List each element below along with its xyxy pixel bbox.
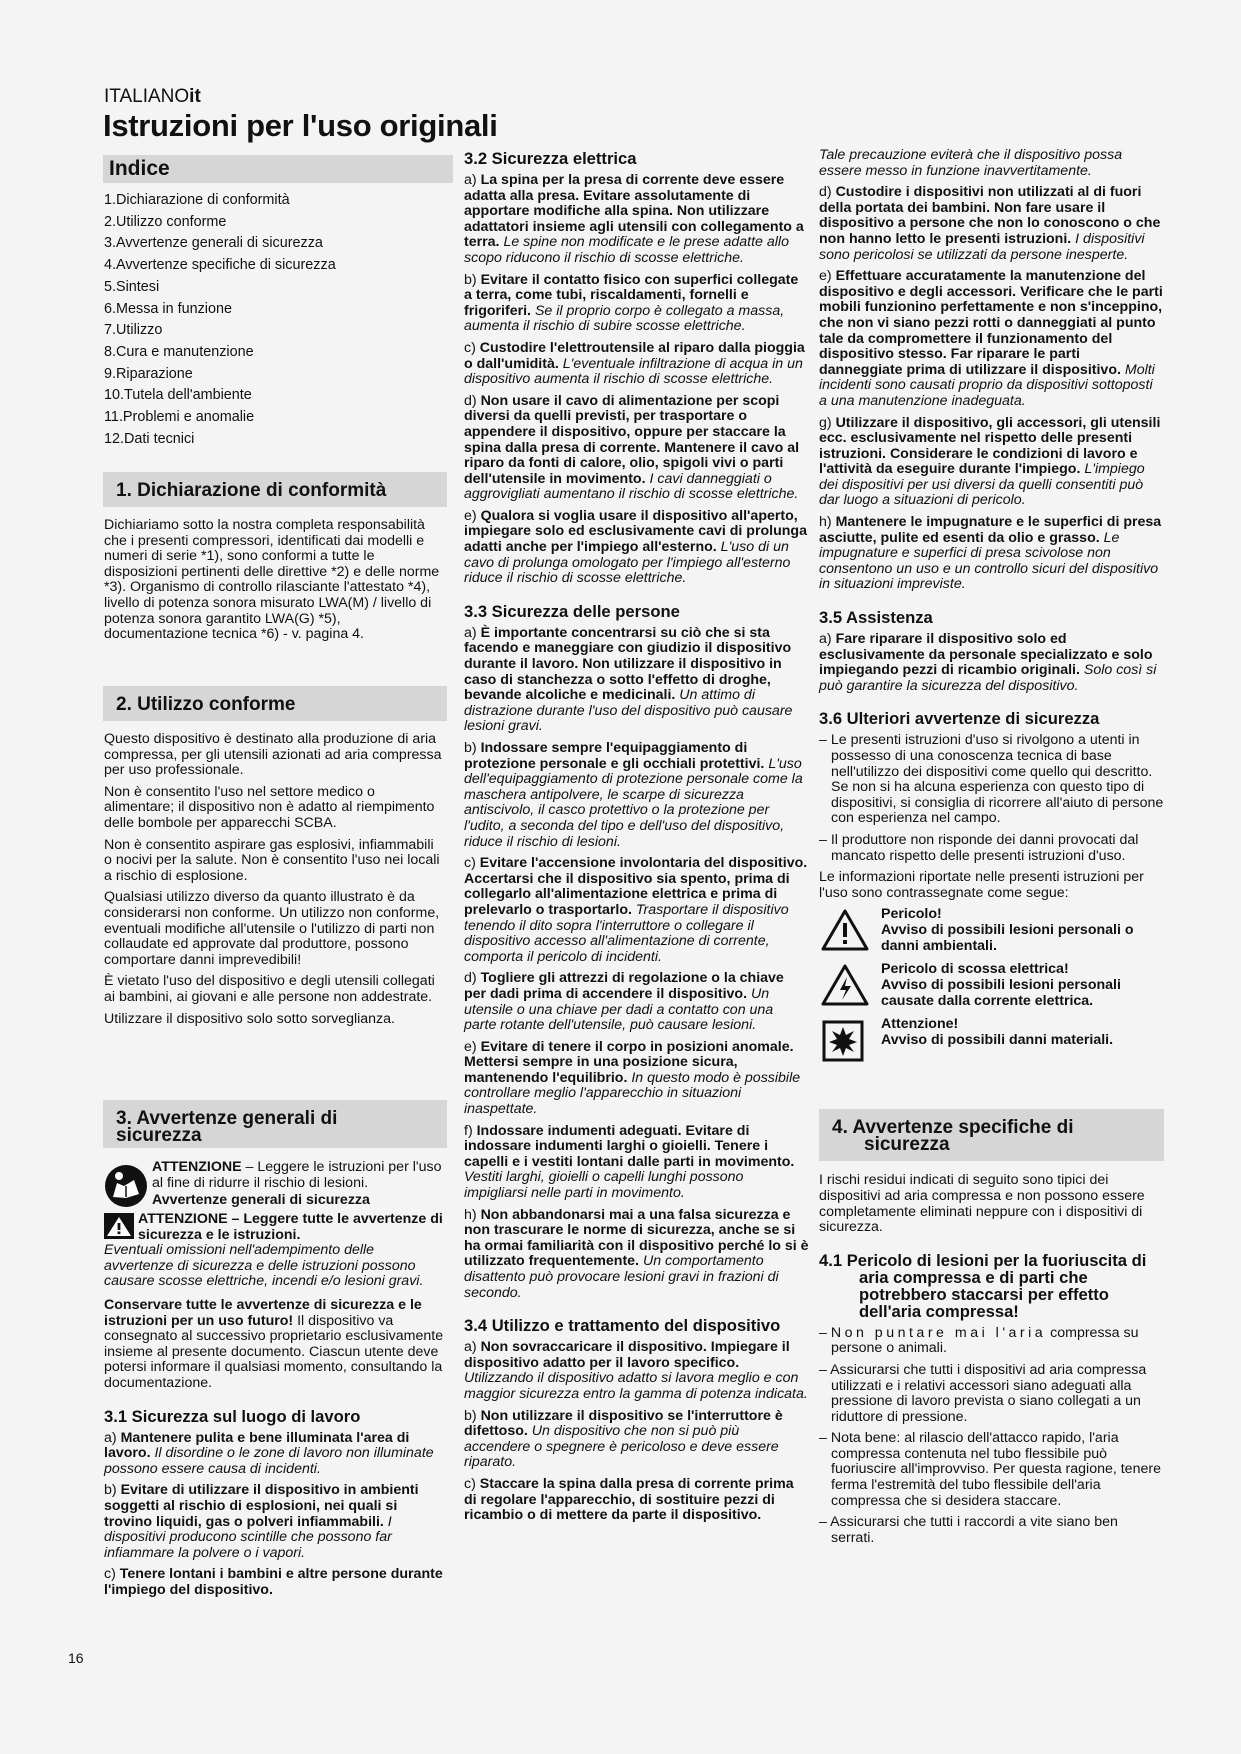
toc-item: 1.Dichiarazione di conformità xyxy=(104,192,290,208)
paragraph: Non è consentito aspirare gas esplosivi, infiammabili o nocivi per la salute. Non è consentito l'uso nei locali a rischio di esplosione. xyxy=(104,836,440,884)
rule-item: e) Effettuare accuratamente la manutenzione del dispositivo e degli accessori. Verificare che le parti mobili funzionino perfettamente e non s'inceppino, che non vi siano pezzi rotti o danneggiati al punto tale da compromettere il funzionamento del dispositivo stesso. Far riparare le parti danneggiate prima di utilizzare il dispositivo. Molti incidenti sono causati proprio da dispositivi sottoposti a una manutenzione inadeguata. xyxy=(819,268,1163,409)
rule-item: h) Mantenere le impugnature e le superfici di presa asciutte, pulite ed esenti da olio e grasso. Le impugnature e superfici di presa scivolose non consentono un uso e un controllo sicuri del dispositivo in situazioni impreviste. xyxy=(819,514,1162,593)
list-item: – Le presenti istruzioni d'uso si rivolgono a utenti in possesso di una conoscenza tecnica di base nell'utilizzo dei dispositivi come quello qui descritto. Se non si ha alcuna esperienza con questo tipo di dispositivi, si consiglia di ricorrere all'aiuto di persone con esperienza nel campo. xyxy=(819,732,1164,827)
section-3-4-heading: 3.4 Utilizzo e trattamento del dispositivo xyxy=(464,1316,781,1336)
attention-label: ATTENZIONE – Leggere tutte le avvertenze di sicurezza e le istruzioni. xyxy=(138,1211,443,1243)
column-2 xyxy=(464,150,809,1524)
attention-text: – Leggere le istruzioni per l'uso al fine di ridurre il rischio di lesioni. xyxy=(152,1159,442,1191)
rule-item: a) È importante concentrarsi su ciò che si sta facendo e maneggiare con giudizio il dispositivo durante il lavoro. Non utilizzare il dispositivo in caso di stanchezza o sotto l'effetto di droghe, bevande alcoliche e medicinali. Un attimo di distrazione durante l'uso del dispositivo può causare lesioni gravi. xyxy=(464,624,793,735)
section-3-5-heading: 3.5 Assistenza xyxy=(819,608,933,628)
attention-label: ATTENZIONE xyxy=(152,1159,242,1175)
rule-item: b) Indossare sempre l'equipaggiamento di protezione personale e gli occhiali protettivi. L'uso dell'equipaggiamento di protezione personale come la maschera antipolvere, le scarpe di sicurezza antiscivolo, il casco protettivo o la protezione per l'udito, a seconda del tipo e dell'uso del dispositivo, riduce il rischio di lesioni. xyxy=(464,740,803,850)
warning-title: Pericolo! xyxy=(881,906,942,923)
read-manual-icon xyxy=(104,1164,148,1208)
warning-text: Avviso di possibili lesioni personali o danni ambientali. xyxy=(881,921,1134,954)
toc-item: 5.Sintesi xyxy=(104,278,160,295)
list-item: – Assicurarsi che tutti i dispositivi ad aria compressa utilizzati e i relativi accessori siano adeguati alla pressione di lavoro prevista o siano collegati a un riduttore di pressione. xyxy=(819,1361,1147,1425)
warning-triangle-icon xyxy=(104,1213,134,1239)
section-1-heading: 1. Dichiarazione di conformità xyxy=(103,472,447,507)
page-number: 16 xyxy=(68,1650,84,1666)
warning-title: Attenzione! xyxy=(881,1016,959,1033)
rule-item: b) Evitare di utilizzare il dispositivo in ambienti soggetti al rischio di esplosioni, nei quali si trovino liquidi, gas o polveri infiammabili. I dispositivi producono scintille che possono far infiammare la polvere o i vapori. xyxy=(104,1482,419,1561)
electric-shock-icon xyxy=(821,964,869,1006)
material-damage-icon xyxy=(821,1019,865,1063)
toc-item: 12.Dati tecnici xyxy=(104,430,195,447)
rule-item: d) Custodire i dispositivi non utilizzati al di fuori della portata dei bambini. Non fare usare il dispositivo a persone che non lo conoscono o che non hanno letto le presenti istruzioni. I dispositivi sono pericolosi se utilizzati da persone inesperte. xyxy=(819,184,1161,263)
column-3 xyxy=(819,148,1164,1552)
section-4-1-heading: 4.1 Pericolo di lesioni per la fuoriuscita di aria compressa e di parti che potrebbero staccarsi per effetto dell'aria compressa! xyxy=(819,1250,1147,1321)
list-item: – Non puntare mai l'aria compressa su persone o animali. xyxy=(819,1324,1139,1357)
section-3-heading: 3. Avvertenze generali di sicurezza xyxy=(103,1100,447,1148)
warning-legend-item xyxy=(819,907,1164,959)
list-item: – Il produttore non risponde dei danni provocati dal mancato rispetto delle presenti istruzioni d'uso. xyxy=(819,831,1139,864)
section-3-6-heading: 3.6 Ulteriori avvertenze di sicurezza xyxy=(819,709,1100,729)
section-3-3-heading: 3.3 Sicurezza delle persone xyxy=(464,601,680,621)
rule-item: b) Non utilizzare il dispositivo se l'interruttore è difettoso. Un dispositivo che non si può più accendere o spegnere è pericoloso e deve essere riparato. xyxy=(464,1407,783,1471)
warning-legend-item xyxy=(819,962,1164,1014)
paragraph: Le informazioni riportate nelle presenti istruzioni per l'uso sono contrassegnate come segue: xyxy=(819,869,1144,901)
attention-block xyxy=(104,1160,444,1210)
toc-item: 11.Problemi e anomalie xyxy=(104,409,255,426)
rule-item: c) Tenere lontani i bambini e altre persone durante l'impiego del dispositivo. xyxy=(104,1566,443,1598)
paragraph: Questo dispositivo è destinato alla produzione di aria compressa, per gli utensili azionati ad aria compressa per uso professionale. xyxy=(104,731,442,779)
keep-instructions-text: Il dispositivo va consegnato al successivo proprietario esclusivamente insieme al presente documento. Ciascun utente deve potersi informare il qualsiasi momento, consultando la documentazione. xyxy=(104,1312,444,1391)
general-safety-heading: Avvertenze generali di sicurezza xyxy=(152,1192,370,1209)
section-3-1-heading: 3.1 Sicurezza sul luogo di lavoro xyxy=(104,1406,361,1426)
toc-item: 9.Riparazione xyxy=(104,365,193,382)
section-2-heading: 2. Utilizzo conforme xyxy=(103,686,447,721)
toc-heading: Indice xyxy=(103,155,453,183)
toc-item: 2.Utilizzo conforme xyxy=(104,213,227,230)
section-1-body xyxy=(104,518,444,649)
toc-item: 8.Cura e manutenzione xyxy=(104,343,254,360)
attention-block xyxy=(104,1212,444,1243)
page-title: Istruzioni per l'uso originali xyxy=(103,108,498,143)
toc-item: 3.Avvertenze generali di sicurezza xyxy=(104,235,323,252)
paragraph: È vietato l'uso del dispositivo e degli utensili collegati ai bambini, ai giovani e alle persone non addestrate. xyxy=(104,973,435,1005)
toc-item: 7.Utilizzo xyxy=(104,322,163,339)
paragraph: I rischi residui indicati di seguito sono tipici dei dispositivi ad aria compressa e non possono essere completamente eliminati neppure con i dispositivi di sicurezza. xyxy=(819,1172,1145,1236)
rule-item: c) Custodire l'elettroutensile al riparo dalla pioggia o dall'umidità. L'eventuale infiltrazione di acqua in un dispositivo aumenta il rischio di scosse elettriche. xyxy=(464,339,805,388)
rule-item: e) Evitare di tenere il corpo in posizioni anomale. Mettersi sempre in una posizione sicura, mantenendo l'equilibrio. In questo modo è possibile controllare meglio l'apparecchio in situazioni inaspettate. xyxy=(464,1038,801,1118)
toc-item: 4.Avvertenze specifiche di sicurezza xyxy=(104,257,336,274)
attention-text: Eventuali omissioni nell'adempimento delle avvertenze di sicurezza e delle istruzioni possono causare scosse elettriche, incendi e/o lesioni gravi. xyxy=(104,1242,424,1290)
toc-item: 6.Messa in funzione xyxy=(104,300,232,317)
keep-instructions-label: Conservare tutte le avvertenze di sicurezza e le istruzioni per un uso futuro! xyxy=(104,1296,422,1329)
list-item: – Nota bene: al rilascio dell'attacco rapido, l'aria compressa contenuta nel tubo flessibile può fuoriuscire all'improvviso. Per questa ragione, tenere ferma l'estremità del tubo flessibile dell'aria compressa che si desidera staccare. xyxy=(819,1430,1161,1509)
paragraph: Dichiariamo sotto la nostra completa responsabilità che i presenti compressori, identificati dai modelli e numeri di serie *1), sono conformi a tutte le disposizioni pertinenti delle direttive *2) e delle norme *3). Organismo di controllo rilasciante l'attestato *4), livello di potenza sonora misurato LWA(M) / livello di potenza sonora garantito LWA(G) *5), documentazione tecnica *6) - v. pagina 4. xyxy=(104,517,440,643)
warning-triangle-icon xyxy=(821,909,869,951)
rule-item: b) Evitare il contatto fisico con superfici collegate a terra, come tubi, riscaldamenti, fornelli e frigoriferi. Se il proprio corpo è collegato a massa, aumenta il rischio di subire scosse elettriche. xyxy=(464,271,799,335)
section-4-heading: 4. Avvertenze specifiche di sicurezza xyxy=(819,1109,1164,1161)
rule-item: e) Qualora si voglia usare il dispositivo all'aperto, impiegare solo ed esclusivamente cavi di prolunga adatti anche per l'impiego all'esterno. L'uso di un cavo di prolunga omologato per l'impiego all'esterno riduce il rischio di scosse elettriche. xyxy=(464,507,807,587)
section-3-2-heading: 3.2 Sicurezza elettrica xyxy=(464,149,637,168)
rule-item-continued: Tale precauzione eviterà che il dispositivo possa essere messo in funzione inavvertitamente. xyxy=(819,147,1123,179)
warning-text: Avviso di possibili lesioni personali causate dalla corrente elettrica. xyxy=(881,976,1121,1009)
warning-legend-item xyxy=(819,1017,1164,1069)
language-label: ITALIANOit xyxy=(104,86,201,107)
section-3-body xyxy=(104,1160,444,1604)
rule-item: f) Indossare indumenti adeguati. Evitare di indossare indumenti larghi o gioielli. Tenere i capelli e i vestiti lontani dalle parti in movimento. Vestiti larghi, gioielli o capelli lunghi possono impigliarsi nelle parti in movimento. xyxy=(464,1122,795,1202)
rule-item: g) Utilizzare il dispositivo, gli accessori, gli utensili ecc. esclusivamente nel rispetto delle presenti istruzioni. Considerare le condizioni di lavoro e l'attività da eseguire durante l'impiego. L'impiego dei dispositivi per usi diversi da quelli consentiti può dar luogo a situazioni di pericolo. xyxy=(819,414,1161,509)
rule-item: a) La spina per la presa di corrente deve essere adatta alla presa. Evitare assolutamente di apportare modifiche alla spina. Non utilizzare adattatori insieme agli utensili con collegamento a terra. Le spine non modificate e le prese adatte allo scopo riducono il rischio di scosse elettriche. xyxy=(464,172,804,266)
rule-item: c) Evitare l'accensione involontaria del dispositivo. Accertarsi che il dispositivo sia spento, prima di collegarlo all'alimentazione elettrica e prima di prelevarlo o trasportarlo. Trasportare il dispositivo tenendo il dito sopra l'interruttore o collegare il dispositivo accesso all'alimentazione di corrente, comporta il pericolo di incidenti. xyxy=(464,855,808,965)
list-item: – Assicurarsi che tutti i raccordi a vite siano ben serrati. xyxy=(819,1514,1118,1546)
rule-item: a) Fare riparare il dispositivo solo ed esclusivamente da personale specializzato e solo impiegando pezzi di ricambio originali. Solo così si può garantire la sicurezza del dispositivo. xyxy=(819,631,1157,694)
rule-item: a) Mantenere pulita e bene illuminata l'area di lavoro. Il disordine o le zone di lavoro non illuminate possono essere causa di incidenti. xyxy=(104,1429,434,1477)
rule-item: a) Non sovraccaricare il dispositivo. Impiegare il dispositivo adatto per il lavoro specifico. Utilizzando il dispositivo adatto si lavora meglio e con maggior sicurezza entro la gamma di potenza indicata. xyxy=(464,1339,808,1402)
rule-item: d) Togliere gli attrezzi di regolazione o la chiave per dadi prima di accendere il dispositivo. Un utensile o una chiave per dadi a contatto con una parte rotante dell'utensile, può causare lesioni. xyxy=(464,970,784,1034)
paragraph: Utilizzare il dispositivo solo sotto sorveglianza. xyxy=(104,1010,395,1027)
warning-title: Pericolo di scossa elettrica! xyxy=(881,961,1069,978)
toc-item: 10.Tutela dell'ambiente xyxy=(104,387,252,404)
warning-text: Avviso di possibili danni materiali. xyxy=(881,1031,1114,1048)
paragraph: Non è consentito l'uso nel settore medico o alimentare; il dispositivo non è adatto al riempimento delle bombole per apparecchi SCBA. xyxy=(104,783,435,831)
section-2-body xyxy=(104,732,444,1033)
paragraph: Qualsiasi utilizzo diverso da quanto illustrato è da considerarsi non conforme. Un utilizzo non conforme, eventuali modifiche all'utensile o l'utilizzo di parti non collaudate ed approvate dal produttore, possono comportare danni imprevedibili! xyxy=(104,889,440,968)
table-of-contents xyxy=(104,190,336,450)
rule-item: h) Non abbandonarsi mai a una falsa sicurezza e non trascurare le norme di sicurezza, anche se si ha ormai familiarità con il dispositivo perché lo si è utilizzato frequentemente. Un comportamento disattento può provocare lesioni gravi in frazioni di secondo. xyxy=(464,1206,809,1301)
rule-item: d) Non usare il cavo di alimentazione per scopi diversi da quelli previsti, per trasportare o appendere il dispositivo, oppure per staccare la spina dalla presa di corrente. Mantenere il cavo al riparo da fonti di calore, olio, spigoli vivi o parti dell'utensile in movimento. I cavi danneggiati o aggrovigliati aumentano il rischio di scosse elettriche. xyxy=(464,392,800,503)
rule-item: c) Staccare la spina dalla presa di corrente prima di regolare l'apparecchio, di sostituire pezzi di ricambio o di mettere da parte il dispositivo. xyxy=(464,1475,794,1524)
